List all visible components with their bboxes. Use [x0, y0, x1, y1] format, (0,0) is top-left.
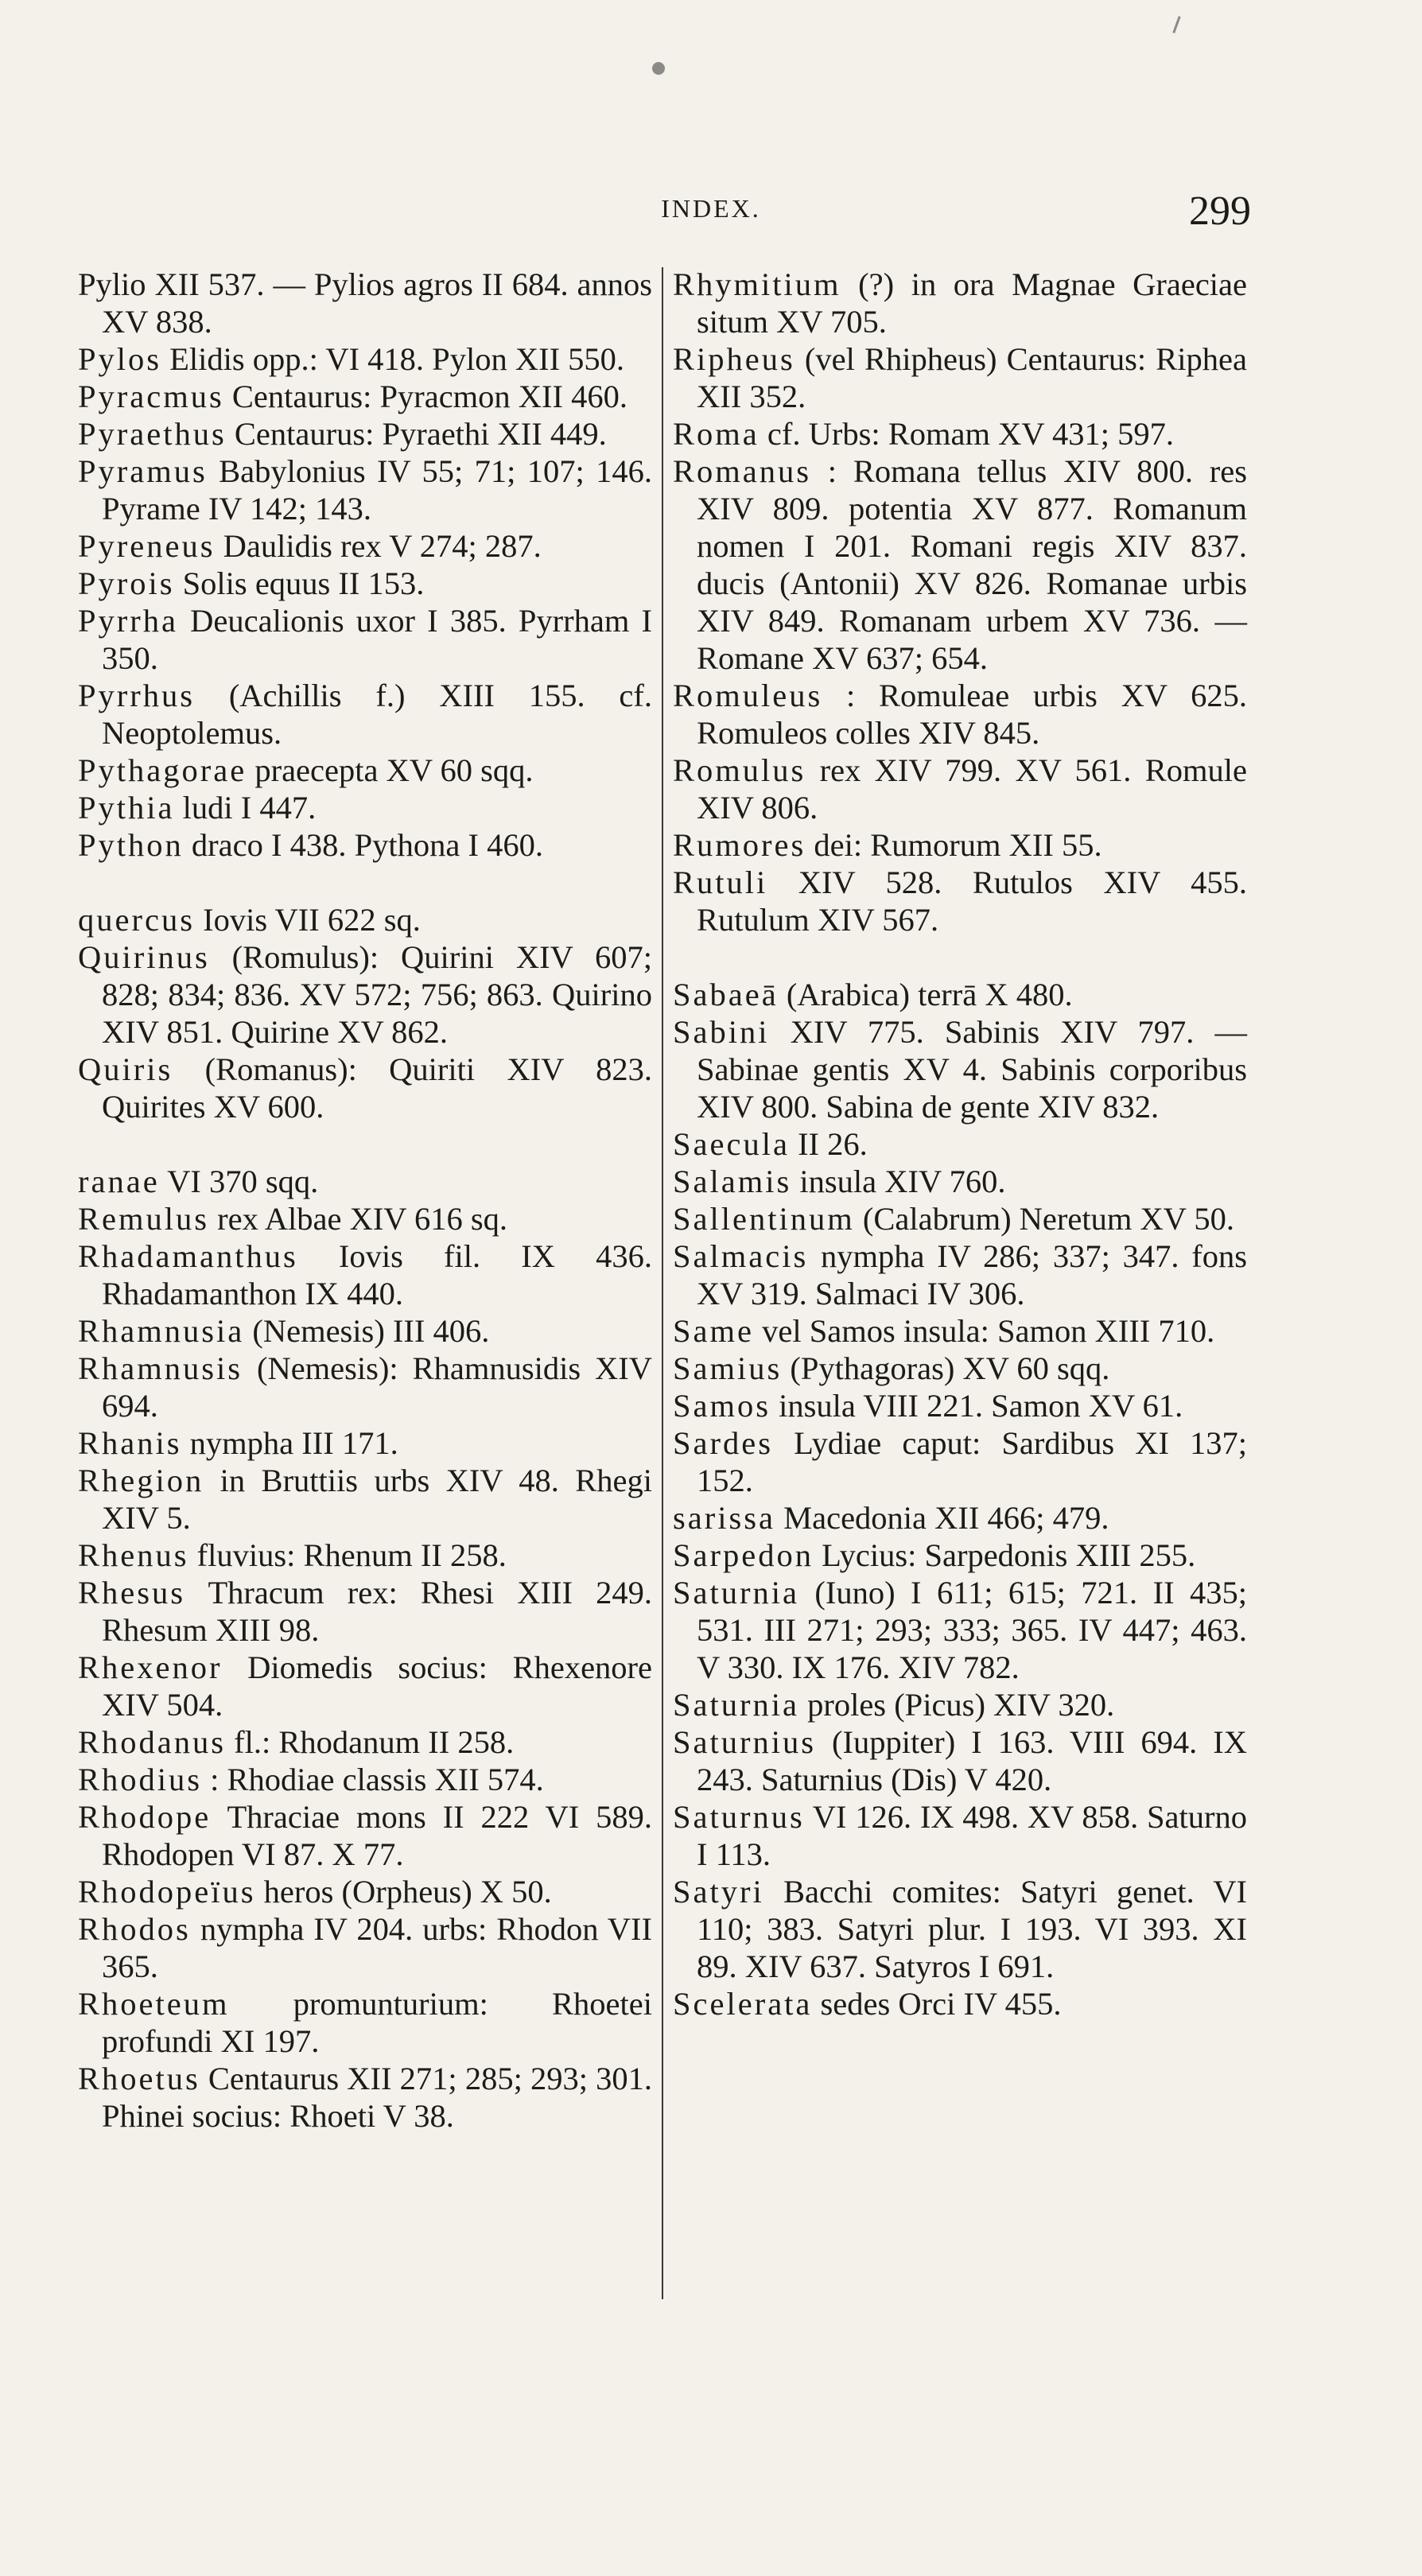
ink-blot	[652, 62, 665, 75]
entry-references: (Iuno) I 611; 615; 721. II 435; 531. III 271; 293; 333; 365. IV 447; 463. V 330. IX 176. XIV 782.	[697, 1575, 1248, 1685]
entry-references: dei: Rumorum XII 55.	[814, 827, 1102, 863]
entry-headword: Romuleus	[673, 678, 823, 713]
index-entry	[78, 901, 652, 938]
entry-headword: Pylos	[78, 341, 162, 377]
entry-headword: Roma	[673, 416, 760, 452]
entry-headword: Pyrrhus	[78, 678, 196, 713]
entry-headword: Pythagorae	[78, 752, 247, 788]
entry-headword: Sabini	[673, 1014, 770, 1050]
index-entry	[673, 976, 1247, 1013]
entry-references: Iovis VII 622 sq.	[203, 902, 421, 938]
entry-references: sedes Orci IV 455.	[820, 1986, 1062, 2022]
entry-references: Pylio XII 537. — Pylios agros II 684. annos XV 838.	[78, 266, 652, 340]
entry-headword: ranae	[78, 1164, 160, 1199]
entry-headword: Romanus	[673, 453, 812, 489]
entry-headword: Sarpedon	[673, 1537, 814, 1573]
entry-references: nympha IV 286; 337; 347. fons XV 319. Salmaci IV 306.	[697, 1238, 1248, 1311]
entry-references: Centaurus: Pyraethi XII 449.	[234, 416, 607, 452]
entry-references: (Arabica) terrā X 480.	[786, 977, 1073, 1012]
entry-headword: Quirinus	[78, 939, 210, 975]
entry-references: (Calabrum) Neretum XV 50.	[862, 1201, 1235, 1237]
index-entry	[78, 266, 652, 340]
entry-references: : Romana tellus XIV 800. res XIV 809. potentia XV 877. Romanum nomen I 201. Romani regis XIV 837. ducis (Antonii) XV 826. Romanae urbis XIV 849. Romanam urbem XV 736. — Romane XV 637; 654.	[697, 453, 1248, 676]
entry-headword: Pyraethus	[78, 416, 227, 452]
entry-references: Deucalionis uxor I 385. Pyrrham I 350.	[102, 603, 652, 676]
index-entry	[78, 826, 652, 864]
entry-headword: Samos	[673, 1388, 771, 1424]
entry-references: II 26.	[798, 1126, 868, 1162]
entry-references: Daulidis rex V 274; 287.	[223, 528, 542, 564]
index-entry	[78, 1649, 652, 1723]
entry-references: fluvius: Rhenum II 258.	[196, 1537, 507, 1573]
index-entry	[78, 1350, 652, 1424]
entry-references: insula VIII 221. Samon XV 61.	[779, 1388, 1183, 1424]
entry-headword: Saturnius	[673, 1724, 817, 1760]
entry-headword: Rhesus	[78, 1575, 186, 1610]
entry-references: XIV 528. Rutulos XIV 455. Rutulum XIV 567.	[697, 864, 1248, 938]
entry-references: : Rhodiae classis XII 574.	[210, 1762, 544, 1797]
index-entry	[78, 602, 652, 677]
entry-headword: Python	[78, 827, 184, 863]
running-head: INDEX.	[661, 194, 761, 223]
index-entry	[673, 266, 1247, 340]
entry-headword: Rhodopeïus	[78, 1874, 256, 1910]
entry-references: insula XIV 760.	[799, 1164, 1006, 1199]
entry-references: vel Samos insula: Samon XIII 710.	[762, 1313, 1215, 1349]
entry-references: Diomedis socius: Rhexenore XIV 504.	[102, 1649, 653, 1723]
index-entry	[673, 1387, 1247, 1424]
index-entry	[78, 2060, 652, 2135]
index-entry	[78, 1200, 652, 1237]
entry-headword: Rhamnusia	[78, 1313, 245, 1349]
section-gap	[673, 938, 1247, 976]
entry-headword: Pyramus	[78, 453, 208, 489]
index-entry	[673, 1537, 1247, 1574]
entry-references: nympha III 171.	[189, 1425, 398, 1461]
entry-references: (Romulus): Quirini XIV 607; 828; 834; 836. XV 572; 756; 863. Quirino XIV 851. Quirine XV 862.	[102, 939, 652, 1050]
index-entry	[673, 1200, 1247, 1237]
entry-references: in Bruttiis urbs XIV 48. Rhegi XIV 5.	[102, 1463, 653, 1536]
index-entry	[78, 1537, 652, 1574]
entry-references: rex XIV 799. XV 561. Romule XIV 806.	[697, 752, 1247, 826]
entry-headword: Saturnus	[673, 1799, 805, 1835]
entry-headword: Romulus	[673, 752, 806, 788]
entry-references: praecepta XV 60 sqq.	[254, 752, 534, 788]
index-entry	[78, 677, 652, 752]
index-entry	[78, 527, 652, 565]
entry-headword: Pyrrha	[78, 603, 178, 639]
entry-references: Babylonius IV 55; 71; 107; 146. Pyrame IV 142; 143.	[102, 453, 653, 526]
index-entry	[78, 938, 652, 1051]
entry-references: heros (Orpheus) X 50.	[263, 1874, 552, 1910]
entry-references: Macedonia XII 466; 479.	[783, 1500, 1109, 1536]
index-entry	[673, 1499, 1247, 1537]
index-entry	[673, 1574, 1247, 1686]
entry-headword: Pyrois	[78, 565, 175, 601]
index-entry	[78, 1163, 652, 1200]
index-entry	[78, 1051, 652, 1125]
entry-headword: Satyri	[673, 1874, 764, 1910]
entry-references: (Achillis f.) XIII 155. cf. Neoptolemus.	[102, 678, 652, 751]
entry-references: (?) in ora Magnae Graeciae situm XV 705.	[697, 266, 1248, 340]
entry-headword: Sallentinum	[673, 1201, 855, 1237]
entry-headword: Sardes	[673, 1425, 773, 1461]
entry-headword: Rhodanus	[78, 1724, 226, 1760]
entry-headword: Pyreneus	[78, 528, 216, 564]
entry-references: Thracum rex: Rhesi XIII 249. Rhesum XIII 98.	[102, 1575, 652, 1648]
index-entry	[673, 1163, 1247, 1200]
index-entry	[78, 1910, 652, 1985]
column-divider	[662, 267, 663, 2299]
entry-references: Lydiae caput: Sardibus XI 137; 152.	[697, 1425, 1248, 1498]
entry-references: nympha IV 204. urbs: Rhodon VII 365.	[102, 1911, 653, 1984]
index-entry	[673, 677, 1247, 752]
index-entry	[78, 1873, 652, 1910]
entry-references: (vel Rhipheus) Centaurus: Riphea XII 352.	[697, 341, 1248, 414]
index-entry	[78, 415, 652, 453]
entry-headword: Remulus	[78, 1201, 210, 1237]
entry-headword: Rhodos	[78, 1911, 191, 1947]
entry-headword: Rhodope	[78, 1799, 212, 1835]
entry-headword: Rhexenor	[78, 1649, 223, 1685]
index-entry	[673, 752, 1247, 826]
entry-references: draco I 438. Pythona I 460.	[191, 827, 543, 863]
index-entry	[78, 1462, 652, 1537]
entry-headword: Saecula	[673, 1126, 790, 1162]
entry-headword: Pyracmus	[78, 379, 224, 414]
entry-headword: Pythia	[78, 790, 175, 826]
index-entry	[78, 1237, 652, 1312]
entry-references: Thraciae mons II 222 VI 589. Rhodopen VI 87. X 77.	[102, 1799, 652, 1872]
index-entry	[78, 565, 652, 602]
entry-references: VI 126. IX 498. XV 858. Saturno I 113.	[697, 1799, 1247, 1872]
entry-references: Lycius: Sarpedonis XIII 255.	[822, 1537, 1196, 1573]
index-entry	[673, 1985, 1247, 2022]
entry-references: cf. Urbs: Romam XV 431; 597.	[767, 416, 1174, 452]
index-entry	[673, 1798, 1247, 1873]
index-entry	[673, 1723, 1247, 1798]
entry-headword: Salmacis	[673, 1238, 809, 1274]
entry-headword: quercus	[78, 902, 195, 938]
entry-references: (Iuppiter) I 163. VIII 694. IX 243. Saturnius (Dis) V 420.	[697, 1724, 1247, 1797]
entry-headword: Saturnia	[673, 1575, 799, 1610]
index-entry	[673, 1873, 1247, 1985]
index-entry	[673, 453, 1247, 677]
entry-headword: Salamis	[673, 1164, 792, 1199]
entry-headword: Rhadamanthus	[78, 1238, 298, 1274]
index-entry	[78, 1424, 652, 1462]
entry-headword: Rhoetus	[78, 2061, 200, 2096]
index-entry	[78, 378, 652, 415]
entry-references: Centaurus: Pyracmon XII 460.	[231, 379, 628, 414]
index-entry	[673, 826, 1247, 864]
entry-headword: Rhymitium	[673, 266, 841, 302]
entry-references: ludi I 447.	[182, 790, 317, 826]
entry-references: fl.: Rhodanum II 258.	[234, 1724, 515, 1760]
entry-headword: Rumores	[673, 827, 806, 863]
index-entry	[673, 415, 1247, 453]
index-entry	[673, 1125, 1247, 1163]
entry-references: rex Albae XIV 616 sq.	[217, 1201, 507, 1237]
entry-headword: Scelerata	[673, 1986, 813, 2022]
entry-references: XIV 775. Sabinis XIV 797. — Sabinae gentis XV 4. Sabinis corporibus XIV 800. Sabina de gente XIV 832.	[697, 1014, 1247, 1125]
entry-references: (Nemesis) III 406.	[252, 1313, 490, 1349]
entry-references: Elidis opp.: VI 418. Pylon XII 550.	[169, 341, 625, 377]
index-entry	[673, 1013, 1247, 1125]
index-entry	[673, 1312, 1247, 1350]
index-entry	[673, 1350, 1247, 1387]
index-entry	[673, 1424, 1247, 1499]
entry-headword: Ripheus	[673, 341, 795, 377]
index-entry	[78, 1985, 652, 2060]
index-entry	[78, 752, 652, 789]
entry-headword: Saturnia	[673, 1687, 799, 1723]
entry-headword: Rhanis	[78, 1425, 182, 1461]
index-entry	[78, 1761, 652, 1798]
index-entry	[78, 1574, 652, 1649]
entry-headword: Same	[673, 1313, 754, 1349]
index-entry	[673, 864, 1247, 938]
entry-headword: Quiris	[78, 1051, 173, 1087]
index-entry	[78, 453, 652, 527]
entry-headword: Rhoeteum	[78, 1986, 230, 2022]
entry-headword: Rhodius	[78, 1762, 203, 1797]
section-gap	[78, 1125, 652, 1163]
entry-references: (Nemesis): Rhamnusidis XIV 694.	[102, 1350, 653, 1424]
index-entry	[673, 340, 1247, 415]
entry-headword: Rhamnusis	[78, 1350, 243, 1386]
entry-headword: Rutuli	[673, 864, 768, 900]
entry-references: proles (Picus) XIV 320.	[807, 1687, 1115, 1723]
entry-references: Bacchi comites: Satyri genet. VI 110; 383. Satyri plur. I 193. VI 393. XI 89. XIV 637. Satyros I 691.	[697, 1874, 1247, 1984]
page-number: 299	[1189, 188, 1251, 234]
index-column-left	[78, 266, 652, 2135]
entry-headword: Samius	[673, 1350, 783, 1386]
index-entry	[78, 789, 652, 826]
entry-references: promunturium: Rhoetei profundi XI 197.	[102, 1986, 652, 2059]
entry-references: Centaurus XII 271; 285; 293; 301. Phinei socius: Rhoeti V 38.	[102, 2061, 652, 2134]
entry-headword: Rhenus	[78, 1537, 189, 1573]
index-column-right	[673, 266, 1247, 2022]
index-entry	[673, 1237, 1247, 1312]
index-entry	[673, 1686, 1247, 1723]
index-entry	[78, 1798, 652, 1873]
index-entry	[78, 1723, 652, 1761]
entry-references: Iovis fil. IX 436. Rhadamanthon IX 440.	[102, 1238, 652, 1311]
entry-references: VI 370 sqq.	[167, 1164, 319, 1199]
section-gap	[78, 864, 652, 901]
ink-mark	[1172, 16, 1180, 33]
entry-references: Solis equus II 153.	[182, 565, 425, 601]
entry-headword: sarissa	[673, 1500, 775, 1536]
index-entry	[78, 340, 652, 378]
entry-headword: Sabaeā	[673, 977, 779, 1012]
entry-references: : Romuleae urbis XV 625. Romuleos colles XIV 845.	[697, 678, 1247, 751]
entry-references: (Romanus): Quiriti XIV 823. Quirites XV 600.	[102, 1051, 652, 1125]
entry-headword: Rhegion	[78, 1463, 204, 1498]
entry-references: (Pythagoras) XV 60 sqq.	[790, 1350, 1110, 1386]
index-entry	[78, 1312, 652, 1350]
